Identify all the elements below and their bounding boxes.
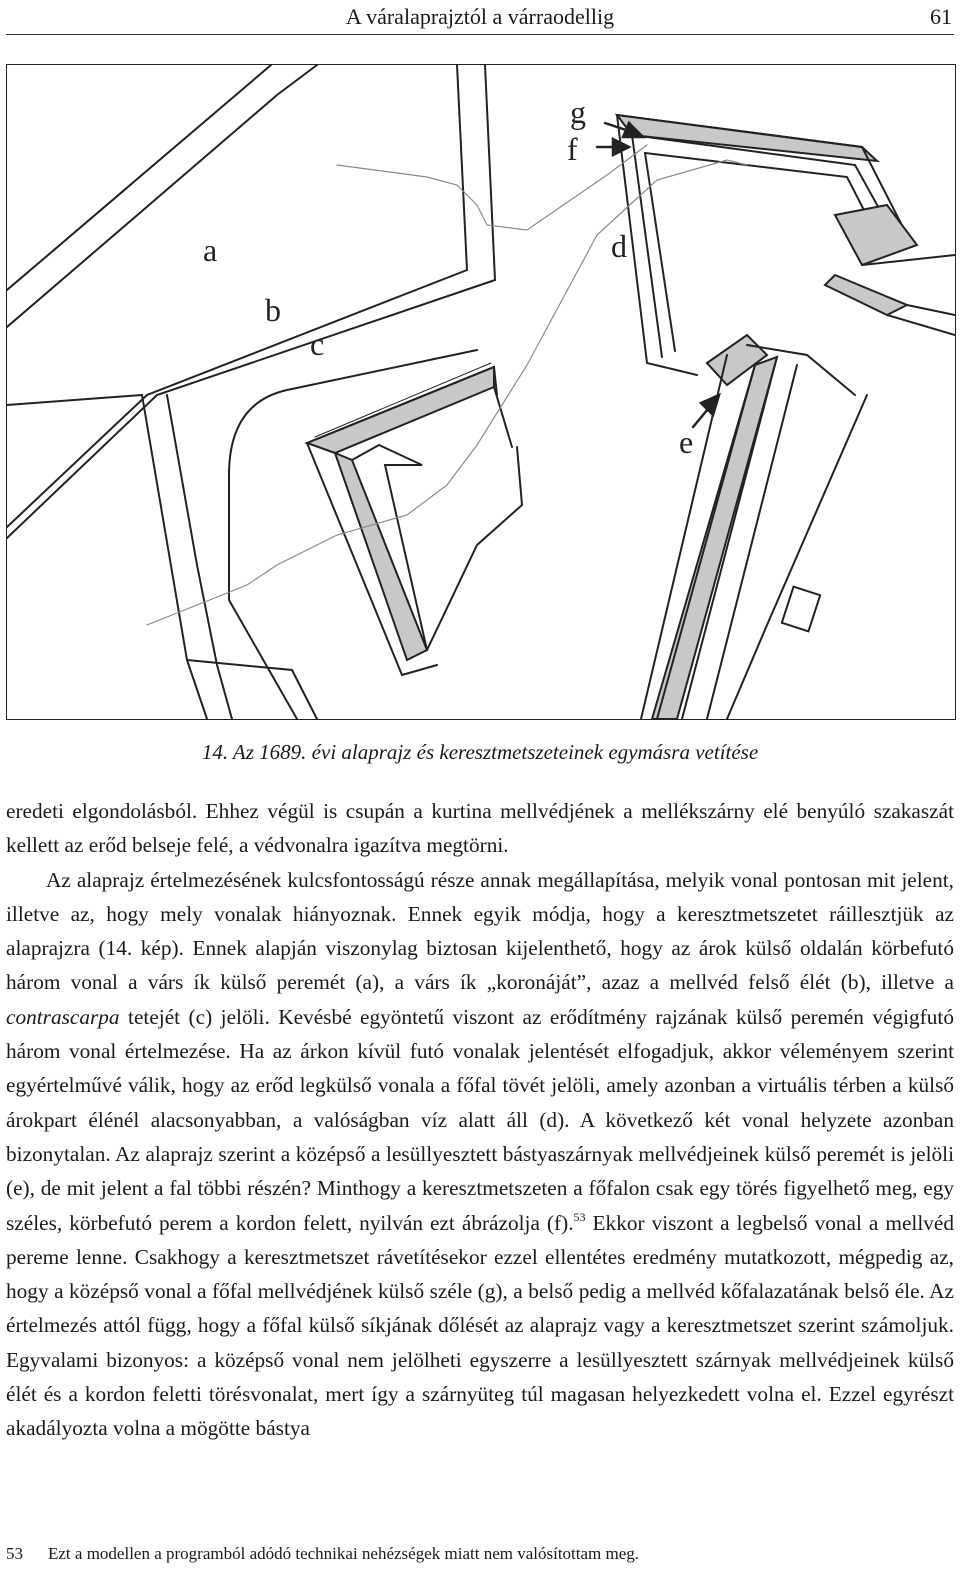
italic-term: contrascarpa: [6, 1004, 120, 1029]
footnote-text: Ezt a modellen a programból adódó technikai nehézségek miatt nem valósítottam meg.: [48, 1544, 640, 1563]
label-d: d: [611, 228, 627, 264]
label-c: c: [310, 326, 325, 362]
header-rule: [6, 34, 954, 35]
footnote: [6, 1544, 954, 1564]
figure-caption: 14. Az 1689. évi alaprajz és keresztmetszeteinek egymásra vetítése: [201, 740, 759, 764]
paragraph: [6, 794, 954, 863]
fortress-plan-drawing: [7, 65, 955, 719]
page-number: 61: [930, 4, 952, 29]
label-f: f: [567, 131, 578, 167]
centre-bastion: [307, 363, 522, 675]
text-run: Ekkor viszont a legbelső vonal a mellvéd pereme lenne. Csakhogy a keresztmetszet rávetítésekor ezzel ellentétes eredmény mutatkozott, mégpedig az, hogy a középső vonal a főfal mellvédjének külső széle (g), a belső pedig a mellvéd kőfalazatának belső éle. Az értelmezés attól függ, hogy a főfal külső síkjának dőlését az alaprajz vagy a keresztmetszet szerint számoljuk. Egyvalami bizonyos: a középső vonal nem jelölheti egyszerre a lesüllyesztett szárnyak mellvédjeinek külső élét és a kordon feletti törésvonalat, mert így a szárnyüteg túl magasan helyezkedett volna el. Ezzel egyrészt akadályozta volna a mögötte bástya: [6, 1210, 955, 1441]
text-run: tetejét (c) jelöli. Kevésbé egyöntetű viszont az erődítmény rajzának külső peremén végigfutó három vonal értelmezése. Ha az árkon kívül futó vonalak jelentését elfogadjuk, akkor véleményem szerint egyértelművé válik, hogy az erőd legkülső vonala a főfal tövét jelöli, amely azonban a virtuális térben a külső árokpart élénél alacsonyabban, a valóságban víz alatt áll (d). A következő két vonal helyzete azonban bizonytalan. Az alaprajz szerint a középső a lesüllyesztett bástyaszárnyak mellvédjeinek külső peremét is jelöli (e), de mit jelent a fal többi részén? Minthogy a keresztmetszeten a főfalon csak egy törés figyelhető meg, egy széles, körbefutó perem a kordon felett, nyilván ezt ábrázolja (f).: [6, 1004, 954, 1235]
label-a: a: [203, 232, 218, 268]
paragraph: [6, 863, 954, 1446]
body-text: [6, 794, 954, 1446]
running-title: A váralaprajztól a várraodellig: [345, 4, 615, 29]
label-g: g: [570, 94, 586, 130]
running-header: [0, 0, 960, 36]
footnote-ref: 53: [573, 1209, 586, 1224]
fortress-plan-figure: [6, 64, 956, 720]
footnote-number: 53: [6, 1544, 23, 1563]
text-run: eredeti elgondolásból. Ehhez végül is csupán a kurtina mellvédjének a mellékszárny elé benyúló szakaszát kellett az erőd belseje felé, a védvonalra igazítva megtörni.: [6, 799, 954, 858]
text-run: Az alaprajz értelmezésének kulcsfontosságú része annak megállapítása, melyik vonal pontosan mit jelent, illetve az, hogy mely vonalak hiányoznak. Ennek egyik módja, hogy a keresztmetszetet ráillesztjük az alaprajzra (14. kép). Ennek alapján viszonylag biztosan kijelenthető, hogy az árok külső oldalán körbefutó három vonal a várs ík külső peremét (a), a várs ík „koronáját”, azaz a mellvéd felső élét (b), illetve a: [6, 867, 954, 995]
curtain-wall: [641, 345, 867, 719]
cross-section-line: [147, 145, 747, 625]
arrow-e-head: [701, 395, 719, 415]
label-b: b: [265, 292, 281, 328]
right-bastion: [617, 115, 955, 385]
label-e: e: [679, 424, 694, 460]
